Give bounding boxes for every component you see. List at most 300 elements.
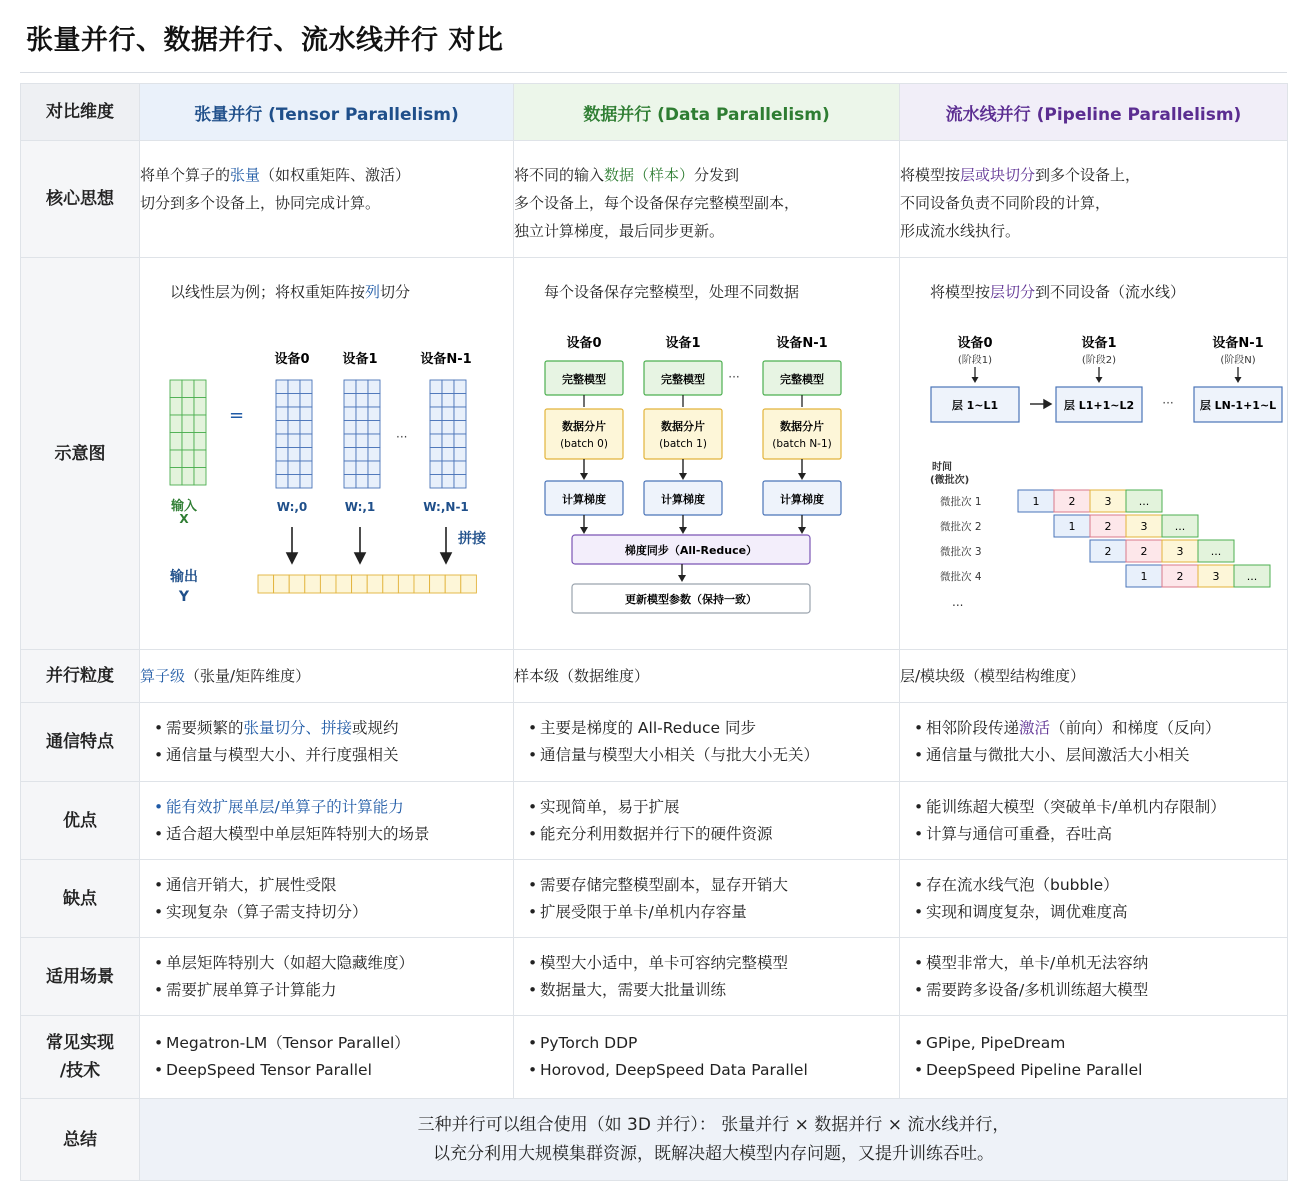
weight-shard-cell xyxy=(288,420,300,434)
microbatch-label: 微批次 2 xyxy=(940,520,982,533)
core-tensor-text-2: （如权重矩阵、激活） xyxy=(260,166,411,184)
schedule-cell-label: 3 xyxy=(1140,519,1148,533)
comm-pipe-1b: （前向）和梯度（反向） xyxy=(1050,719,1221,737)
weight-shard-cell xyxy=(368,447,380,461)
input-cell xyxy=(182,397,194,415)
weight-shard-cell xyxy=(368,461,380,475)
update-label: 更新模型参数（保持一致） xyxy=(625,592,757,606)
pipe-caption-pre: 将模型按 xyxy=(930,282,991,301)
row-implementations xyxy=(21,1016,1288,1099)
tensor-device-n: 设备N-1 xyxy=(420,351,472,367)
microbatch-label: 微批次 1 xyxy=(940,495,982,508)
comm-tensor xyxy=(140,703,514,782)
list-item xyxy=(914,742,1287,769)
weight-shard-cell xyxy=(344,420,356,434)
weight-shard-cell xyxy=(442,420,454,434)
weight-shard-cell xyxy=(430,393,442,407)
weight-shard-cell xyxy=(430,407,442,421)
row-core-idea xyxy=(21,141,1288,258)
weight-shard-cell xyxy=(288,407,300,421)
shard-to-grad-arrow-head xyxy=(679,473,687,480)
weight-shard-cell xyxy=(300,407,312,421)
impl-pipeline xyxy=(900,1016,1288,1099)
header-data: 数据并行 (Data Parallelism) xyxy=(514,84,900,141)
core-data-text-2: 分发到 xyxy=(694,166,740,184)
weight-shard-cell xyxy=(430,380,442,394)
list-item: • 数据量大，需要大批量训练 xyxy=(528,977,899,1004)
data-shard-batch: (batch 0) xyxy=(560,437,608,450)
output-cell xyxy=(289,575,305,593)
layer-label: 层 L1+1~L2 xyxy=(1063,398,1135,412)
list-item: • 模型非常大，单卡/单机无法容纳 xyxy=(914,950,1287,977)
output-cell xyxy=(414,575,430,593)
grad-to-sync-arrow-head xyxy=(798,527,806,534)
weight-shard-cell xyxy=(442,474,454,488)
update-arrow-head xyxy=(678,575,686,582)
header-row xyxy=(21,84,1288,141)
output-cell xyxy=(274,575,290,593)
weight-shard-cell xyxy=(430,434,442,448)
schedule-cell-label: 3 xyxy=(1212,569,1220,583)
pipe-caption-highlight: 层切分 xyxy=(990,282,1036,301)
pipeline-device-label: 设备1 xyxy=(1081,335,1117,351)
list-item: • 实现复杂（算子需支持切分） xyxy=(154,899,513,926)
schedule-cell-label: 1 xyxy=(1140,569,1148,583)
diagram-data-caption: 每个设备保存完整模型，处理不同数据 xyxy=(544,282,800,301)
weight-shard-cell xyxy=(454,434,466,448)
comm-tensor-1-highlight: 张量切分、拼接 xyxy=(243,719,353,737)
weight-label-0: W:,0 xyxy=(276,499,308,514)
weight-shard-cell xyxy=(300,461,312,475)
row-label-granularity: 并行粒度 xyxy=(21,650,140,703)
weight-shard-cell xyxy=(300,420,312,434)
comm-tensor-2: 通信量与模型大小、并行度强相关 xyxy=(166,746,399,764)
output-cell xyxy=(398,575,414,593)
output-cell xyxy=(258,575,274,593)
impl-data xyxy=(514,1016,900,1099)
concat-label: 拼接 xyxy=(458,530,486,547)
weight-shard-cell xyxy=(454,420,466,434)
data-device-label: 设备N-1 xyxy=(776,335,828,351)
granularity-tensor-text: （张量/矩阵维度） xyxy=(185,667,311,685)
microbatch-label: 微批次 4 xyxy=(940,570,982,583)
list-item: • 单层矩阵特别大（如超大隐藏维度） xyxy=(154,950,513,977)
comm-pipeline xyxy=(900,703,1288,782)
weight-shard-cell xyxy=(276,447,288,461)
weight-shard-cell xyxy=(368,434,380,448)
schedule-cell-label: 3 xyxy=(1176,544,1184,558)
comm-data xyxy=(514,703,900,782)
schedule-cell-label: 2 xyxy=(1176,569,1184,583)
diagram-data xyxy=(514,258,900,650)
microbatch-more: ... xyxy=(952,594,964,609)
grad-to-sync-arrow-head xyxy=(679,527,687,534)
pipeline-stage-label: (阶段1) xyxy=(957,354,993,366)
weight-shard-cell xyxy=(430,474,442,488)
list-item: • 实现简单，易于扩展 xyxy=(528,794,899,821)
input-cell xyxy=(182,432,194,450)
input-cell xyxy=(170,397,182,415)
pipeline-stage-label: (阶段2) xyxy=(1081,354,1117,366)
output-var: Y xyxy=(178,588,190,605)
equals-sign: = xyxy=(229,404,245,426)
core-data-text-1: 将不同的输入 xyxy=(514,166,605,184)
core-tensor-text-1: 将单个算子的 xyxy=(140,166,231,184)
list-item: • 适合超大模型中单层矩阵特别大的场景 xyxy=(154,821,513,848)
row-label-core: 核心思想 xyxy=(21,141,140,258)
list-item: • 需要跨多设备/多机训练超大模型 xyxy=(914,977,1287,1004)
layer-label: 层 1~L1 xyxy=(951,398,999,412)
weight-shard-cell xyxy=(276,474,288,488)
schedule-cell-label: 2 xyxy=(1104,544,1112,558)
tensor-device-1: 设备1 xyxy=(342,351,378,367)
data-parallel-diagram xyxy=(514,259,898,649)
row-label-diagram: 示意图 xyxy=(21,258,140,650)
input-cell xyxy=(182,450,194,468)
input-cell xyxy=(170,432,182,450)
core-data-highlight: 数据（样本） xyxy=(604,166,695,184)
data-shard-label: 数据分片 xyxy=(661,419,705,433)
data-device-label: 设备0 xyxy=(566,335,602,351)
weight-shard-cell xyxy=(276,380,288,394)
weight-shard-cell xyxy=(288,474,300,488)
all-reduce-label: 梯度同步（All-Reduce） xyxy=(624,543,758,557)
granularity-tensor-highlight: 算子级 xyxy=(140,667,186,685)
input-cell xyxy=(194,415,206,433)
granularity-tensor xyxy=(140,650,514,703)
input-cell xyxy=(194,380,206,398)
weight-label-1: W:,1 xyxy=(344,499,376,514)
list-item xyxy=(914,715,1287,742)
weight-shard-cell xyxy=(288,380,300,394)
weight-shards xyxy=(276,380,466,488)
comm-pipe-2: 通信量与微批大小、层间激活大小相关 xyxy=(926,746,1190,764)
tensor-parallel-diagram xyxy=(140,259,512,649)
header-dimension: 对比维度 xyxy=(21,84,140,141)
list-item: • 实现和调度复杂，调优难度高 xyxy=(914,899,1287,926)
impl-label-line-1: 常见实现 xyxy=(46,1033,114,1053)
weight-shard-cell xyxy=(276,407,288,421)
weight-shard-cell xyxy=(276,393,288,407)
list-item xyxy=(154,742,513,769)
stage-down-arrow-head xyxy=(972,377,979,383)
comm-pipe-1a: 相邻阶段传递 xyxy=(926,719,1020,737)
input-cell xyxy=(182,415,194,433)
list-item xyxy=(154,715,513,742)
list-item: • 模型大小适中，单卡可容纳完整模型 xyxy=(528,950,899,977)
weight-shard-cell xyxy=(442,461,454,475)
cons-tensor xyxy=(140,860,514,938)
row-scenarios xyxy=(21,938,1288,1016)
input-cell xyxy=(194,397,206,415)
comm-pipe-1-highlight: 激活 xyxy=(1019,719,1051,737)
list-item: • 主要是梯度的 All-Reduce 同步 xyxy=(528,715,899,742)
summary-line-2: 以充分利用大规模集群资源，既解决超大模型内存问题，又提升训练吞吐。 xyxy=(433,1143,994,1164)
microbatch-schedule xyxy=(940,490,1270,609)
weight-shard-cell xyxy=(442,407,454,421)
weight-shard-cell xyxy=(288,461,300,475)
pipe-caption-post: 到不同设备（流水线） xyxy=(1035,282,1186,301)
output-vector-y xyxy=(258,575,476,593)
weight-shard-cell xyxy=(288,393,300,407)
caption-pre: 以线性层为例；将权重矩阵按 xyxy=(170,282,366,301)
weight-shard-cell xyxy=(430,420,442,434)
row-label-scenarios: 适用场景 xyxy=(21,938,140,1016)
list-item: • 需要扩展单算子计算能力 xyxy=(154,977,513,1004)
compute-grad-label: 计算梯度 xyxy=(780,492,824,506)
pros-data xyxy=(514,782,900,860)
row-label-cons: 缺点 xyxy=(21,860,140,938)
pros-pipeline xyxy=(900,782,1288,860)
granularity-data: 样本级（数据维度） xyxy=(514,650,900,703)
data-shard-batch: (batch 1) xyxy=(659,437,707,450)
row-cons xyxy=(21,860,1288,938)
impl-tensor xyxy=(140,1016,514,1099)
pipeline-parallel-diagram xyxy=(900,259,1286,649)
row-label-summary: 总结 xyxy=(21,1099,140,1181)
stage-down-arrow-head xyxy=(1235,377,1242,383)
core-pipeline-text-1: 将模型按 xyxy=(900,166,961,184)
list-item: • Megatron-LM（Tensor Parallel） xyxy=(154,1030,513,1057)
compute-grad-label: 计算梯度 xyxy=(661,492,705,506)
microbatch-axis-label: (微批次) xyxy=(930,474,970,486)
down-arrows xyxy=(287,527,451,563)
schedule-cell-label: 3 xyxy=(1104,494,1112,508)
core-pipeline-text-4: 形成流水线执行。 xyxy=(900,222,1021,240)
weight-shard-cell xyxy=(356,447,368,461)
schedule-cell-label: ... xyxy=(1174,519,1186,533)
weight-shard-cell xyxy=(344,380,356,394)
output-cell xyxy=(320,575,336,593)
data-device-label: 设备1 xyxy=(665,335,701,351)
row-granularity xyxy=(21,650,1288,703)
core-data-text-4: 独立计算梯度，最后同步更新。 xyxy=(514,222,725,240)
pros-tensor xyxy=(140,782,514,860)
schedule-cell-label: 2 xyxy=(1104,519,1112,533)
input-cell xyxy=(170,415,182,433)
schedule-cell-label: 2 xyxy=(1140,544,1148,558)
cons-data xyxy=(514,860,900,938)
weights-ellipsis: ··· xyxy=(396,429,408,444)
data-shard-box xyxy=(545,409,623,459)
data-device-columns xyxy=(545,335,841,534)
data-shard-label: 数据分片 xyxy=(562,419,606,433)
full-model-label: 完整模型 xyxy=(562,372,606,386)
diagram-tensor xyxy=(140,258,514,650)
stage-down-arrow-head xyxy=(1096,377,1103,383)
core-pipeline-highlight: 层或块切分 xyxy=(960,166,1036,184)
weight-shard-cell xyxy=(344,434,356,448)
weight-shard-cell xyxy=(368,393,380,407)
weight-shard-cell xyxy=(288,447,300,461)
core-tensor-highlight: 张量 xyxy=(230,166,261,184)
weight-shard-cell xyxy=(454,447,466,461)
data-shard-batch: (batch N-1) xyxy=(772,437,832,450)
core-pipeline-text-3: 不同设备负责不同阶段的计算， xyxy=(900,194,1111,212)
data-ellipsis: ··· xyxy=(728,369,740,384)
caption-highlight: 列 xyxy=(365,282,381,301)
list-item: • 能训练超大模型（突破单卡/单机内存限制） xyxy=(914,794,1287,821)
weight-shard-cell xyxy=(276,461,288,475)
pipeline-stages xyxy=(931,335,1282,422)
schedule-cell-label: 2 xyxy=(1068,494,1076,508)
list-item: • 存在流水线气泡（bubble） xyxy=(914,872,1287,899)
row-communication xyxy=(21,703,1288,782)
core-tensor xyxy=(140,141,514,258)
output-cell xyxy=(445,575,461,593)
weight-shard-cell xyxy=(430,447,442,461)
schedule-cell-label: ... xyxy=(1138,494,1150,508)
row-diagram xyxy=(21,258,1288,650)
output-cell xyxy=(430,575,446,593)
input-cell xyxy=(170,380,182,398)
weight-shard-cell xyxy=(276,420,288,434)
shard-to-grad-arrow-head xyxy=(798,473,806,480)
weight-shard-cell xyxy=(454,461,466,475)
output-cell xyxy=(336,575,352,593)
weight-shard-cell xyxy=(344,393,356,407)
list-item: • 通信开销大，扩展性受限 xyxy=(154,872,513,899)
output-cell xyxy=(367,575,383,593)
weight-shard-cell xyxy=(356,461,368,475)
weight-shard-cell xyxy=(356,420,368,434)
scenarios-pipeline xyxy=(900,938,1288,1016)
weight-shard-cell xyxy=(442,447,454,461)
header-pipeline: 流水线并行 (Pipeline Parallelism) xyxy=(900,84,1288,141)
impl-label-line-2: /技术 xyxy=(59,1061,101,1081)
list-item: • 通信量与模型大小相关（与批大小无关） xyxy=(528,742,899,769)
core-data xyxy=(514,141,900,258)
scenarios-tensor xyxy=(140,938,514,1016)
pipeline-stage-label: (阶段N) xyxy=(1220,354,1256,366)
list-item: • DeepSpeed Tensor Parallel xyxy=(154,1057,513,1084)
granularity-pipeline: 层/模块级（模型结构维度） xyxy=(900,650,1288,703)
weight-shard-cell xyxy=(368,380,380,394)
weight-shard-cell xyxy=(300,474,312,488)
row-label-comm: 通信特点 xyxy=(21,703,140,782)
weight-shard-cell xyxy=(300,447,312,461)
input-cell xyxy=(170,450,182,468)
weight-shard-cell xyxy=(368,474,380,488)
schedule-cell-label: ... xyxy=(1210,544,1222,558)
list-item: • PyTorch DDP xyxy=(528,1030,899,1057)
list-item: • DeepSpeed Pipeline Parallel xyxy=(914,1057,1287,1084)
weight-shard-cell xyxy=(300,434,312,448)
layer-label: 层 LN-1+1~L xyxy=(1199,398,1277,412)
diagram-pipeline xyxy=(900,258,1288,650)
list-item: • 需要存储完整模型副本，显存开销大 xyxy=(528,872,899,899)
weight-shard-cell xyxy=(454,474,466,488)
compute-grad-label: 计算梯度 xyxy=(562,492,606,506)
output-label: 输出 xyxy=(170,568,198,585)
weight-shard-cell xyxy=(454,380,466,394)
data-shard-box xyxy=(644,409,722,459)
comm-tensor-1b: 或规约 xyxy=(352,719,399,737)
pipeline-device-label: 设备N-1 xyxy=(1212,335,1264,351)
weight-shard-cell xyxy=(442,380,454,394)
full-model-label: 完整模型 xyxy=(780,372,824,386)
comparison-table xyxy=(20,83,1288,1181)
input-var: X xyxy=(179,511,189,526)
core-pipeline xyxy=(900,141,1288,258)
schedule-cell-label: ... xyxy=(1246,569,1258,583)
list-item: • 能有效扩展单层/单算子的计算能力 xyxy=(154,794,513,821)
core-data-text-3: 多个设备上，每个设备保存完整模型副本， xyxy=(514,194,800,212)
list-item: • 能充分利用数据并行下的硬件资源 xyxy=(528,821,899,848)
weight-shard-cell xyxy=(442,434,454,448)
row-pros xyxy=(21,782,1288,860)
row-label-impl xyxy=(21,1016,140,1099)
weight-shard-cell xyxy=(368,407,380,421)
weight-shard-cell xyxy=(356,393,368,407)
tensor-device-0: 设备0 xyxy=(274,351,310,367)
input-label: 输入 xyxy=(170,498,198,514)
weight-shard-cell xyxy=(356,434,368,448)
input-cell xyxy=(194,432,206,450)
weight-shard-cell xyxy=(368,420,380,434)
input-matrix-x xyxy=(170,380,206,485)
weight-shard-cell xyxy=(300,380,312,394)
full-model-label: 完整模型 xyxy=(661,372,705,386)
weight-shard-cell xyxy=(356,407,368,421)
weight-shard-cell xyxy=(344,474,356,488)
grad-to-sync-arrow-head xyxy=(580,527,588,534)
output-cell xyxy=(461,575,477,593)
weight-shard-cell xyxy=(344,407,356,421)
weight-shard-cell xyxy=(356,380,368,394)
stage-arrow xyxy=(1030,400,1051,408)
weight-shard-cell xyxy=(288,434,300,448)
output-cell xyxy=(305,575,321,593)
weight-shard-cell xyxy=(276,434,288,448)
shard-to-grad-arrow-head xyxy=(580,473,588,480)
input-cell xyxy=(182,467,194,485)
weight-shard-cell xyxy=(442,393,454,407)
page-title: 张量并行、数据并行、流水线并行 对比 xyxy=(26,25,504,56)
output-cell xyxy=(383,575,399,593)
list-item: • GPipe, PipeDream xyxy=(914,1030,1287,1057)
header-tensor: 张量并行 (Tensor Parallelism) xyxy=(140,84,514,141)
input-cell xyxy=(182,380,194,398)
input-cell xyxy=(194,467,206,485)
core-pipeline-text-2: 到多个设备上， xyxy=(1035,166,1141,184)
caption-post: 切分 xyxy=(380,282,411,301)
weight-shard-cell xyxy=(344,461,356,475)
core-tensor-text-3: 切分到多个设备上，协同完成计算。 xyxy=(140,194,381,212)
title-divider xyxy=(20,72,1287,73)
weight-label-n: W:,N-1 xyxy=(423,499,469,514)
data-shard-box xyxy=(763,409,841,459)
weight-shard-cell xyxy=(356,474,368,488)
comm-tensor-1a: 需要频繁的 xyxy=(166,719,244,737)
input-cell xyxy=(170,467,182,485)
list-item: • Horovod, DeepSpeed Data Parallel xyxy=(528,1057,899,1084)
time-label: 时间 xyxy=(932,461,952,473)
input-cell xyxy=(194,450,206,468)
schedule-cell-label: 1 xyxy=(1068,519,1076,533)
row-summary xyxy=(21,1099,1288,1181)
list-item: • 扩展受限于单卡/单机内存容量 xyxy=(528,899,899,926)
microbatch-label: 微批次 3 xyxy=(940,545,982,558)
scenarios-data xyxy=(514,938,900,1016)
schedule-cell-label: 1 xyxy=(1032,494,1040,508)
cons-pipeline xyxy=(900,860,1288,938)
weight-shard-cell xyxy=(344,447,356,461)
output-cell xyxy=(352,575,368,593)
data-shard-label: 数据分片 xyxy=(780,419,824,433)
summary-line-1: 三种并行可以组合使用（如 3D 并行）： 张量并行 × 数据并行 × 流水线并行， xyxy=(417,1114,1010,1135)
pipeline-device-label: 设备0 xyxy=(957,335,993,351)
